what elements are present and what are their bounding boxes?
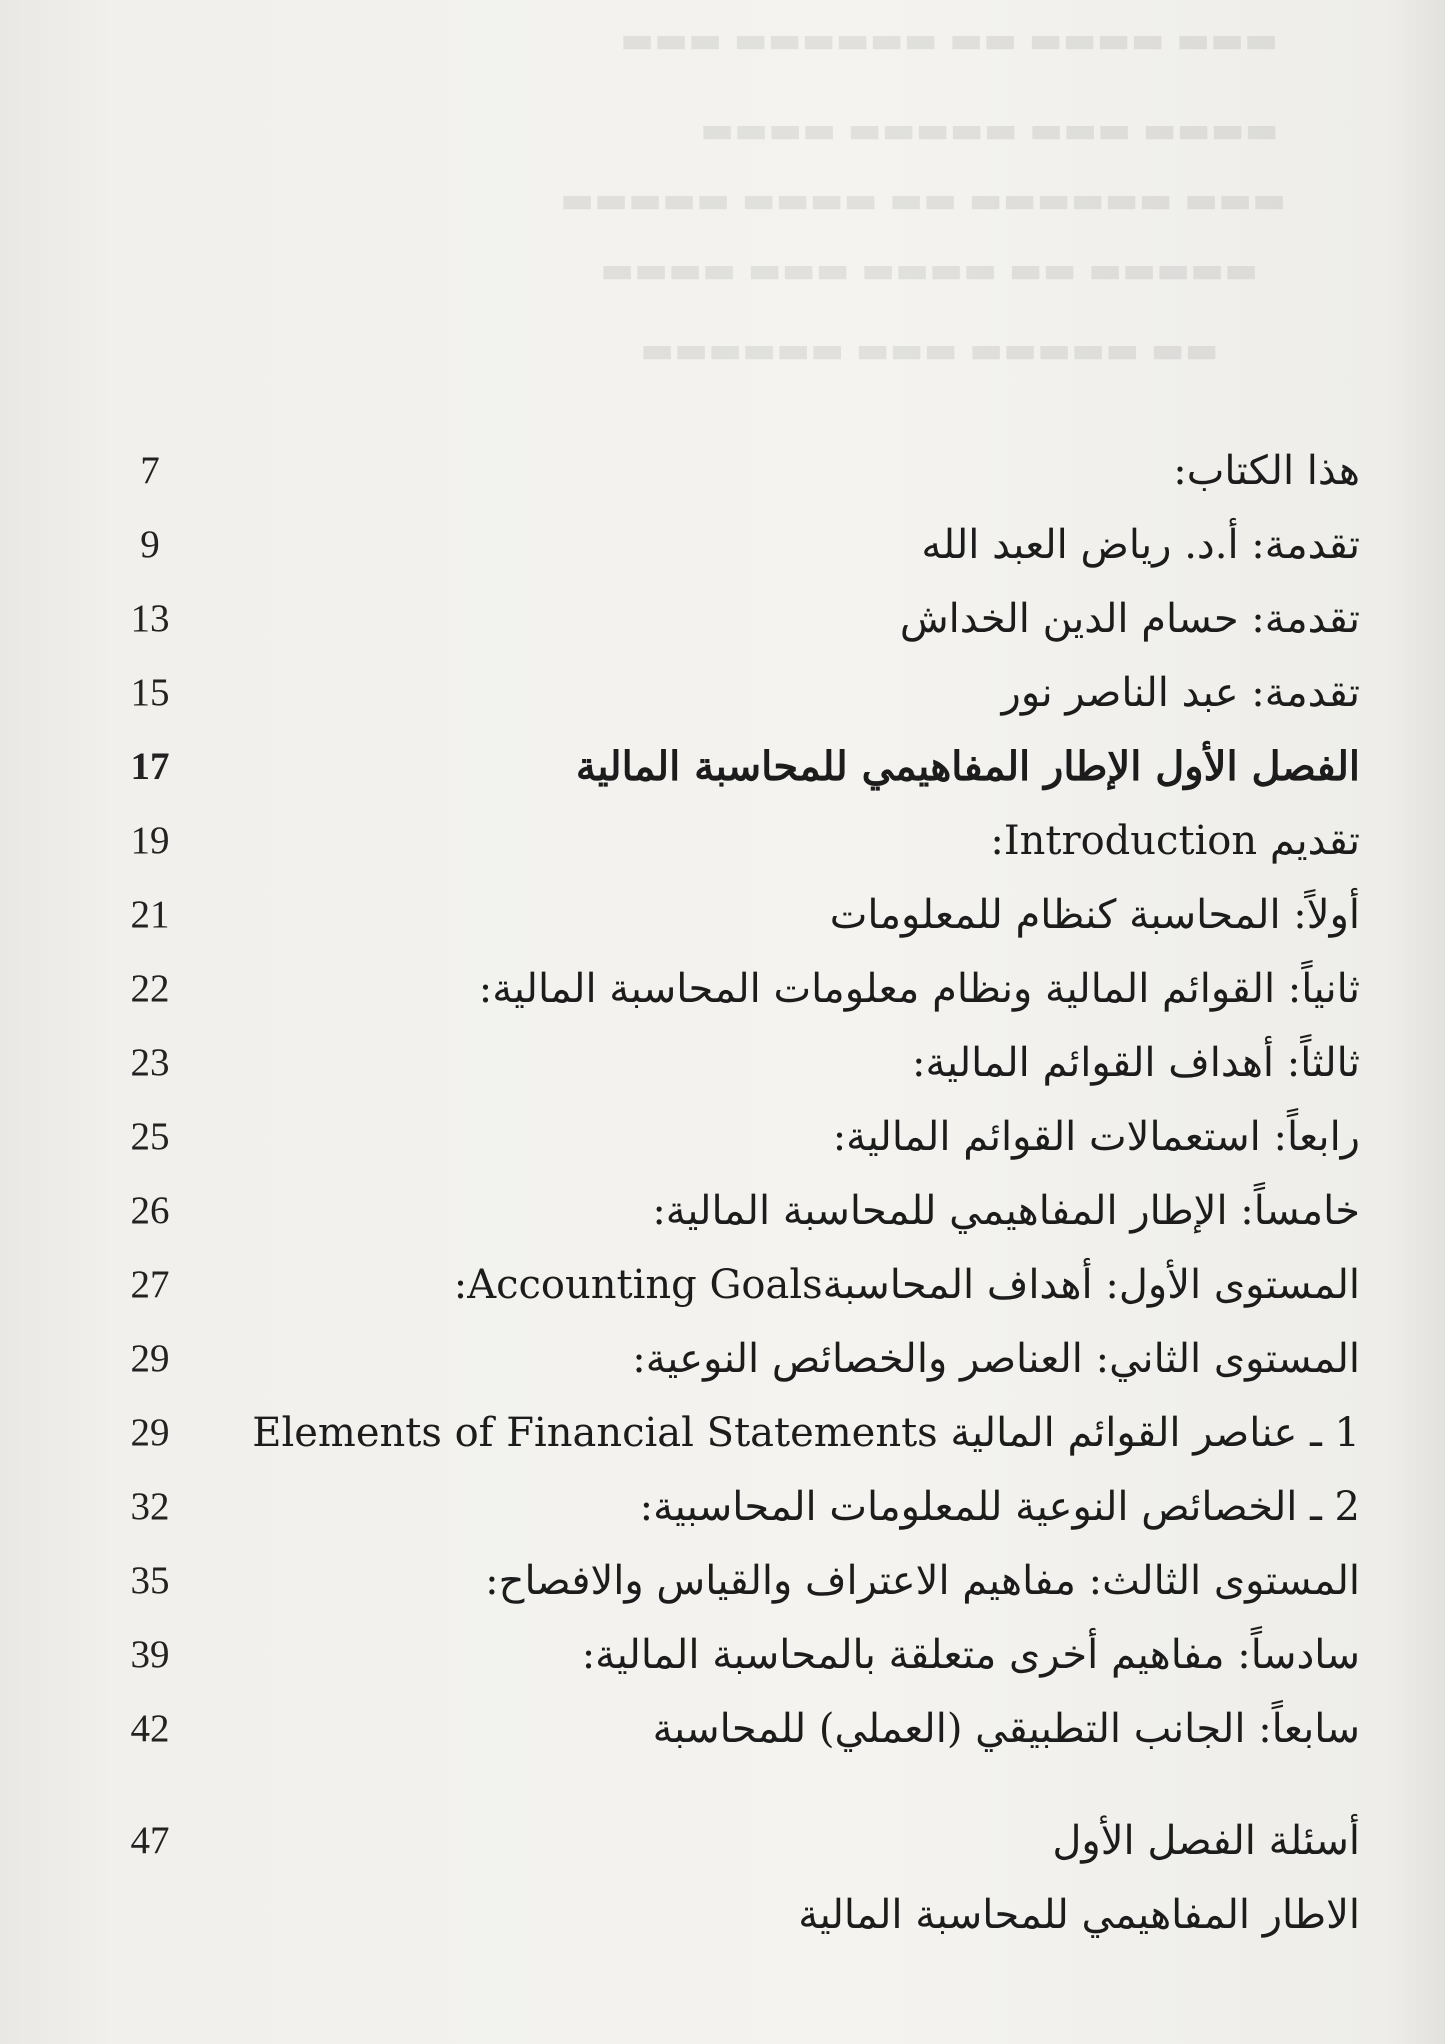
toc-row bbox=[0, 1692, 1445, 1766]
toc-entry-title: المستوى الأول: أهداف المحاسبةAccounting Goals: bbox=[453, 1262, 1360, 1308]
toc-page-number: 29 bbox=[130, 1337, 170, 1380]
toc-row bbox=[0, 582, 1445, 656]
toc-row bbox=[0, 434, 1445, 508]
toc-entry-title: أسئلة الفصل الأول bbox=[1052, 1818, 1360, 1864]
toc-row bbox=[0, 1174, 1445, 1248]
toc-entry-title: ثالثاً: أهداف القوائم المالية: bbox=[911, 1040, 1360, 1086]
toc-page-number: 23 bbox=[130, 1041, 170, 1084]
toc-row bbox=[0, 1248, 1445, 1322]
toc-entry-title: تقدمة: عبد الناصر نور bbox=[1001, 670, 1360, 716]
show-through-line: ▬▬▬▬▬ ▬▬ ▬▬▬▬ ▬▬▬ ▬▬▬▬ bbox=[600, 250, 1259, 291]
toc-page-number: 21 bbox=[130, 893, 170, 936]
toc-chapter-title: الفصل الأول الإطار المفاهيمي للمحاسبة المالية bbox=[575, 743, 1360, 790]
toc-entry-title: سادساً: مفاهيم أخرى متعلقة بالمحاسبة المالية: bbox=[581, 1632, 1360, 1678]
toc-row bbox=[0, 1618, 1445, 1692]
toc-entry-title: 2 ـ الخصائص النوعية للمعلومات المحاسبية: bbox=[639, 1484, 1360, 1530]
toc-row bbox=[0, 878, 1445, 952]
toc-page-number: 47 bbox=[130, 1819, 170, 1862]
toc-page-number: 39 bbox=[130, 1633, 170, 1676]
toc-row bbox=[0, 804, 1445, 878]
toc-entry-title: سابعاً: الجانب التطبيقي (العملي) للمحاسبة bbox=[652, 1706, 1360, 1752]
show-through-line: ▬▬▬▬ ▬▬▬ ▬▬▬▬▬ ▬▬▬▬ bbox=[700, 110, 1279, 151]
toc-page-number: 17 bbox=[130, 745, 170, 788]
toc-page-number: 19 bbox=[130, 819, 170, 862]
toc-page-number: 15 bbox=[130, 671, 170, 714]
toc-entry-title: خامساً: الإطار المفاهيمي للمحاسبة المالية: bbox=[652, 1188, 1360, 1234]
toc-entry-title: تقدمة: حسام الدين الخداش bbox=[899, 596, 1360, 642]
toc-entry-title: تقديم Introduction: bbox=[990, 818, 1360, 864]
toc-row bbox=[0, 1544, 1445, 1618]
toc-page-number: 25 bbox=[130, 1115, 170, 1158]
toc-page-number: 32 bbox=[130, 1485, 170, 1528]
show-through-line: ▬▬ ▬▬▬▬▬ ▬▬▬ ▬▬▬▬▬▬ bbox=[640, 330, 1219, 371]
toc-page-number: 26 bbox=[130, 1189, 170, 1232]
toc-row bbox=[0, 1100, 1445, 1174]
toc-row bbox=[0, 1322, 1445, 1396]
toc-row bbox=[0, 1804, 1445, 1878]
toc-page-number: 22 bbox=[130, 967, 170, 1010]
toc-page-number: 9 bbox=[140, 523, 160, 566]
show-through-line: ▬▬▬ ▬▬▬▬ ▬▬ ▬▬▬▬▬▬ ▬▬▬ bbox=[620, 20, 1279, 61]
toc-page-number: 42 bbox=[130, 1707, 170, 1750]
toc-entry-title: هذا الكتاب: bbox=[1173, 448, 1360, 494]
toc-entry-title: المستوى الثالث: مفاهيم الاعتراف والقياس والافصاح: bbox=[485, 1558, 1360, 1604]
toc-entry-title: أولاً: المحاسبة كنظام للمعلومات bbox=[829, 892, 1360, 938]
toc-page-number: 13 bbox=[130, 597, 170, 640]
toc-row bbox=[0, 656, 1445, 730]
toc-row bbox=[0, 1470, 1445, 1544]
toc-row bbox=[0, 1396, 1445, 1470]
toc-entry-title: تقدمة: أ.د. رياض العبد الله bbox=[921, 522, 1360, 568]
toc-entry-title: 1 ـ عناصر القوائم المالية Elements of Financial Statements bbox=[252, 1410, 1360, 1456]
toc-page-number: 7 bbox=[140, 449, 160, 492]
toc-entry-title: رابعاً: استعمالات القوائم المالية: bbox=[832, 1114, 1360, 1160]
toc-entry-title: الاطار المفاهيمي للمحاسبة المالية bbox=[798, 1892, 1360, 1938]
show-through-line: ▬▬▬ ▬▬▬▬▬▬ ▬▬ ▬▬▬▬ ▬▬▬▬▬ bbox=[560, 180, 1287, 221]
toc-row bbox=[0, 508, 1445, 582]
toc-page-number: 29 bbox=[130, 1411, 170, 1454]
toc-row bbox=[0, 1878, 1445, 1952]
toc-row bbox=[0, 952, 1445, 1026]
toc-page-number: 27 bbox=[130, 1263, 170, 1306]
toc-row-chapter bbox=[0, 730, 1445, 804]
toc-page-number: 35 bbox=[130, 1559, 170, 1602]
toc-row bbox=[0, 1026, 1445, 1100]
toc-entry-title: ثانياً: القوائم المالية ونظام معلومات المحاسبة المالية: bbox=[478, 966, 1360, 1012]
toc-entry-title: المستوى الثاني: العناصر والخصائص النوعية: bbox=[632, 1336, 1360, 1382]
